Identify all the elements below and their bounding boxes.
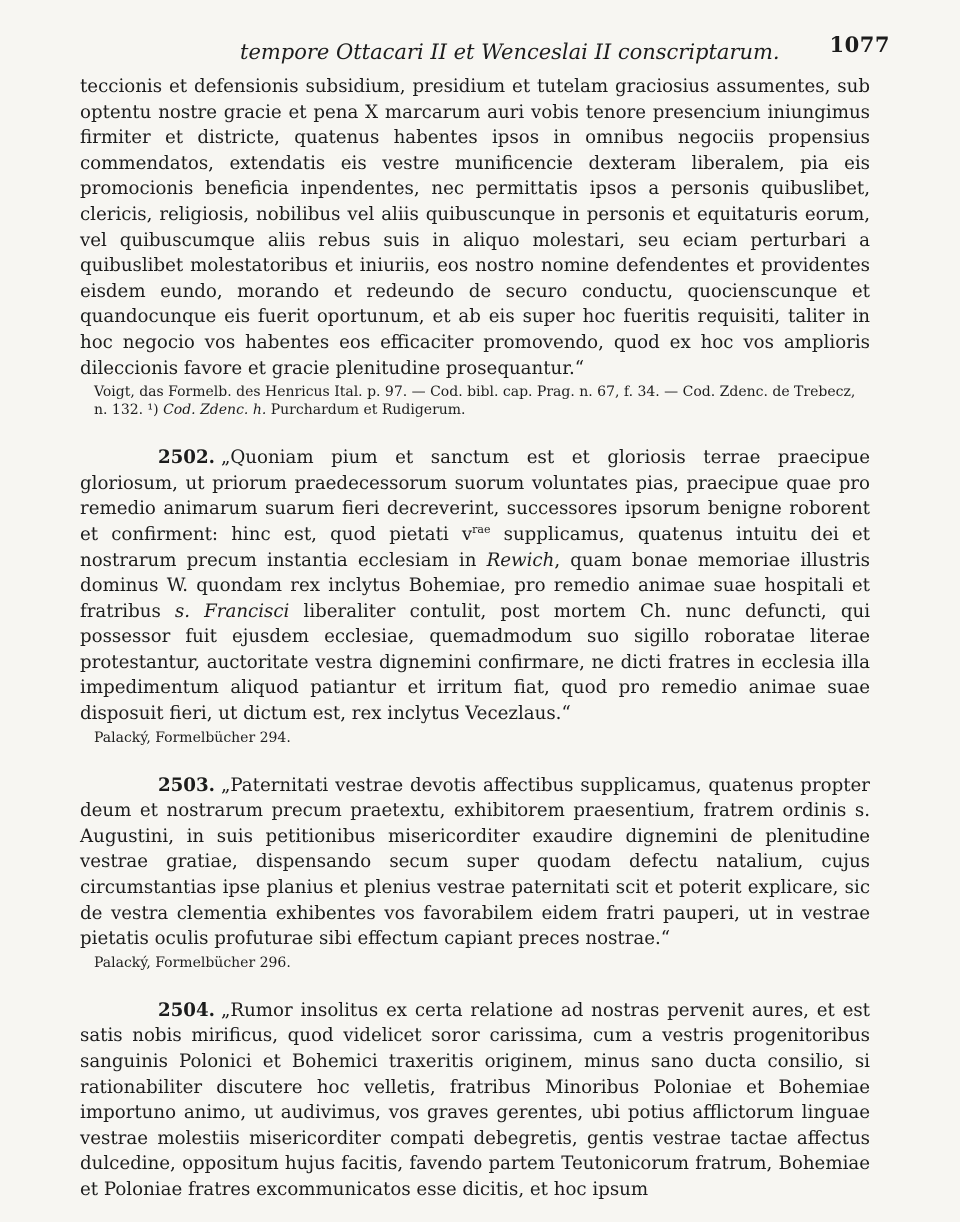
entry-2502-saint: s. Francisci: [174, 600, 290, 622]
page-header: [80, 24, 890, 74]
entry-2502-place: Rewich: [486, 549, 555, 571]
footnote-rest: Purchardum et Rudigerum.: [270, 402, 466, 419]
footnote-mark: ¹): [147, 402, 159, 419]
entry-2502-part1: „Quoniam pium et sanctum est et gloriosis terrae praecipue gloriosum, ut priorum praedecessorum suorum voluntates pias, praecipue quae pro remedio animarum suarum fieri decreverint, successores ipsorum benigne roborent et confirment: hinc est, quod pietati v: [80, 447, 870, 545]
entry-2502: [80, 445, 870, 747]
entry-2502-sup: rae: [472, 522, 491, 536]
intro-cite-text: Voigt, das Formelb. des Henricus Ital. p. 97. — Cod. bibl. cap. Prag. n. 67, f. 34. — Cod. Zdenc. de Trebecz, n. 132.: [94, 384, 856, 419]
entry-number: 2503.: [158, 774, 215, 796]
footnote-italic: Cod. Zdenc. h.: [163, 402, 267, 419]
page-number: 1077: [829, 32, 890, 57]
entry-2502-part2: supplicamus, quatenus intuitu dei et nostrarum precum instantia ecclesiam in: [80, 523, 870, 571]
entry-2502-text: [80, 445, 870, 727]
entry-2504: [80, 998, 870, 1203]
entry-2504-body: „Rumor insolitus ex certa relatione ad nostras pervenit aures, et est satis nobis mirificus, quod videlicet soror carissima, cum a vestris progenitoribus sanguinis Polonici et Bohemici traxeritis originem, minus sano ducta consilio, si rationabiliter discutere hoc velletis, fratribus Minoribus Poloniae et Bohemiae importuno animo, ut audivimus, vos graves gerentes, ubi potius afflictorum linguae vestrae molestiis misericorditer compati debegretis, gentis vestrae tactae affectus dulcedine, oppositum hujus facitis, favendo partem Teutonicorum fratrum, Bohemiae et Poloniae fratres excommunicatos esse dicitis, et hoc ipsum: [80, 999, 870, 1200]
entry-2503-citation: Palacký, Formelbücher 296.: [94, 954, 291, 971]
entry-2503: [80, 773, 870, 972]
running-title: tempore Ottacari II et Wenceslai II conscriptarum.: [240, 40, 780, 64]
intro-paragraph: teccionis et defensionis subsidium, presidium et tutelam graciosius assumentes, sub optentu nostre gracie et pena X marcarum auri vobis tenore presencium iniungimus firmiter et districte, quatenus habentes ipsos in omnibus negociis propensius commendatos, extendatis eis vestre munificencie dexteram liberalem, pia eis promocionis beneficia inpendentes, nec permittatis ipsos a personis quibuslibet, clericis, religiosis, nobilibus vel aliis quibuscunque in personis et equitaturis eorum, vel quibuscumque aliis rebus suis in aliquo molestari, seu eciam perturbari a quibuslibet molestatoribus et iniuriis, eos nostro nomine defendentes et providentes eisdem eundo, morando et redeundo de securo conductu, quocienscunque et quandocunque eis fuerit oportunum, et ab eis super hoc fueritis requisiti, taliter in hoc negocio vos habentes eos efficaciter promovendo, quod ex hoc vos amplioris dileccionis favore et gracie plenitudine prosequantur.“: [80, 76, 870, 379]
entry-2502-part3: , quam bonae memoriae illustris dominus W. quondam rex inclytus Bohemiae, pro remedio animae suae hospitali et fratribus: [80, 549, 870, 622]
entry-number: 2502.: [158, 447, 215, 469]
entry-2502-part4: liberaliter contulit, post mortem Ch. nunc defuncti, qui possessor fuit ejusdem ecclesiae, quemadmodum suo sigillo roboratae literae protestantur, auctoritate vestra dignemini confirmare, ne dicti fratres in ecclesia illa impedimentum aliquod patiantur et irritum fiat, quod pro remedio animae suae disposuit fieri, ut dictum est, rex inclytus Vecezlaus.“: [80, 600, 871, 725]
entry-2504-text: [80, 998, 870, 1203]
entry-2503-text: [80, 773, 870, 952]
entry-2503-body: „Paternitati vestrae devotis affectibus supplicamus, quatenus propter deum et nostrarum precum praetextu, exhibitorem praesentium, fratrem ordinis s. Augustini, in suis petitionibus misericorditer exaudire dignemini de plenitudine vestrae gratiae, dispensando secum super quodam defectu natalium, cujus circumstantias ipse planius et plenius vestrae paternitati scit et poterit explicare, sic de vestra clementia exhibentes vos favorabilem eidem fratri pauperi, ut in vestrae pietatis oculis profuturae sibi effectum capiant preces nostrae.“: [80, 774, 870, 950]
entry-2502-citation: Palacký, Formelbücher 294.: [94, 729, 291, 746]
intro-citation: [80, 383, 870, 419]
entry-number: 2504.: [158, 999, 215, 1021]
